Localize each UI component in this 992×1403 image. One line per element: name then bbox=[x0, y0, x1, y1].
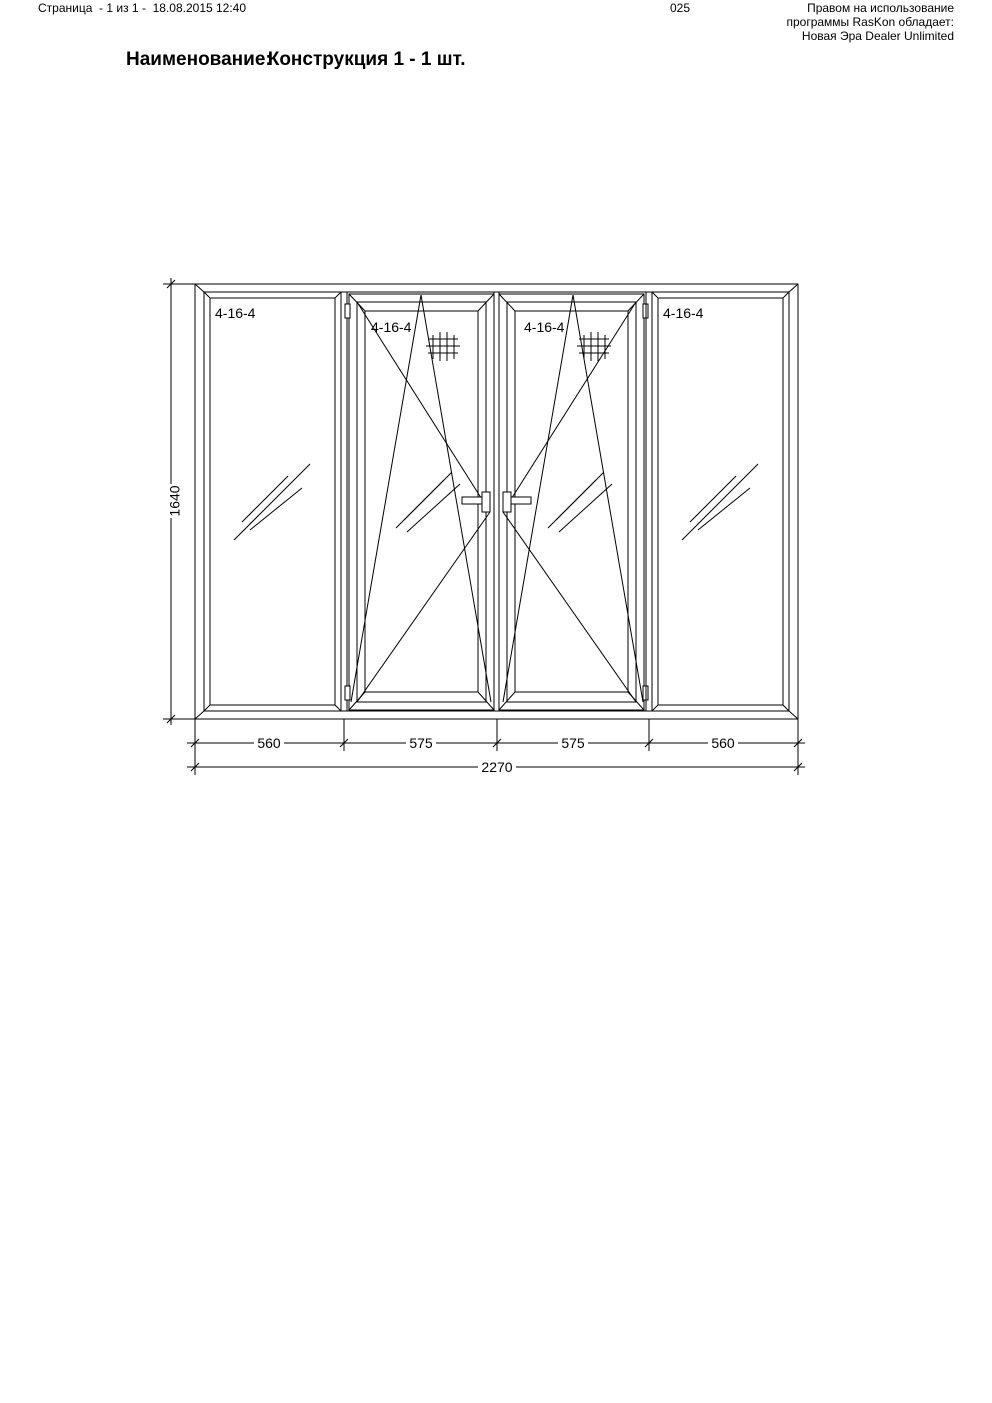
page-info: Страница - 1 из 1 - 18.08.2015 12:40 bbox=[38, 1, 247, 15]
right-handle-icon bbox=[503, 492, 531, 512]
license-line-2: программы RasKon обладает: bbox=[786, 15, 954, 29]
total-width-dimension-label: 2270 bbox=[481, 759, 513, 775]
right-mullion bbox=[646, 292, 652, 711]
glass-reflection bbox=[682, 464, 758, 540]
glass-label-3: 4-16-4 bbox=[524, 319, 565, 335]
width-dimension-label-2: 575 bbox=[409, 735, 433, 751]
document-number: 025 bbox=[670, 1, 691, 15]
glass-label-4: 4-16-4 bbox=[663, 305, 704, 321]
left-handle-icon bbox=[462, 492, 490, 512]
glass-reflection bbox=[548, 472, 612, 532]
license-line-1: Правом на использование bbox=[807, 1, 954, 15]
left-opening-sash bbox=[345, 294, 494, 710]
height-dimension-label: 1640 bbox=[166, 485, 183, 517]
grid-symbol bbox=[577, 332, 611, 361]
left-mullion bbox=[341, 292, 347, 711]
left-fixed-pane bbox=[204, 292, 341, 711]
right-fixed-pane bbox=[652, 292, 789, 711]
glass-reflection bbox=[234, 464, 310, 540]
glass-reflection bbox=[396, 472, 460, 532]
center-mullion bbox=[494, 292, 499, 711]
width-dimension-label-3: 575 bbox=[561, 735, 585, 751]
title-value: Конструкция 1 - 1 шт. bbox=[267, 49, 466, 70]
right-opening-sash bbox=[499, 294, 648, 710]
width-dimension-label-4: 560 bbox=[711, 735, 735, 751]
license-line-3: Новая Эра Dealer Unlimited bbox=[801, 29, 954, 43]
glass-label-1: 4-16-4 bbox=[215, 305, 256, 321]
glass-label-2: 4-16-4 bbox=[371, 319, 412, 335]
width-dimension-label-1: 560 bbox=[257, 735, 281, 751]
title-label: Наименование: bbox=[126, 49, 272, 70]
